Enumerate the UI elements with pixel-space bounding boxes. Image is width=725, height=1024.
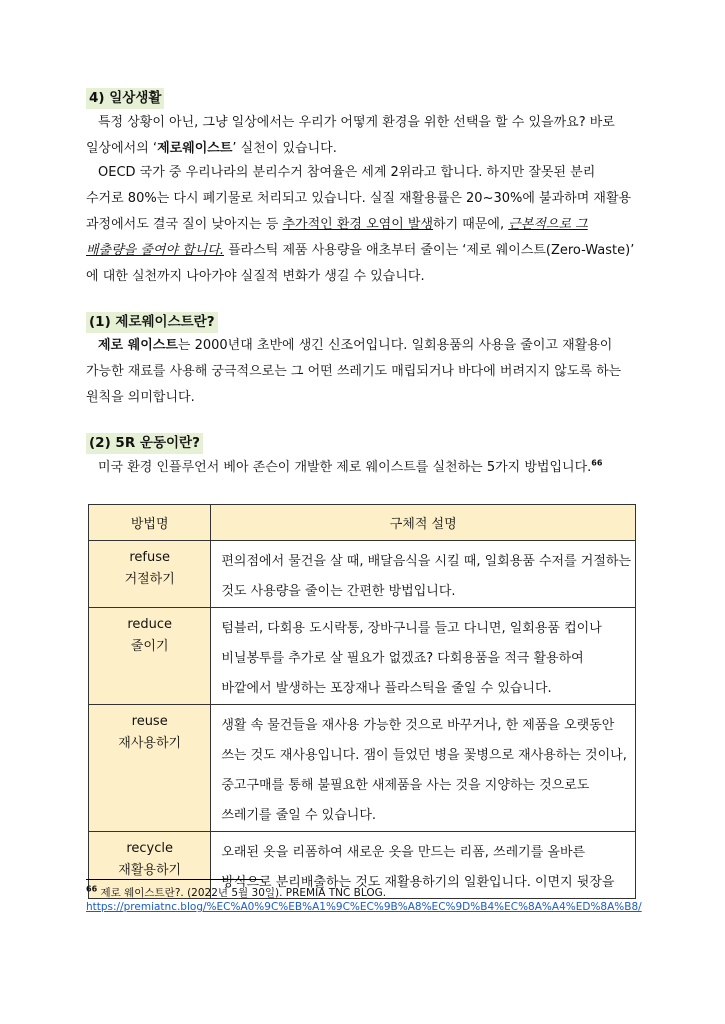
footnote: $^{66}$ 제로 웨이스트란?. (2022년 5월 30일). PREMIA TNC BLOG. https://premiatnc.blog/%EC%A0%9C%EB%A1%9C%EC%9B%A8%EC%9D%B4%EC%8A%A4%ED%8A%B8/ [86, 884, 642, 913]
table-header-row [89, 505, 636, 541]
table-row [89, 608, 636, 705]
subheading-zero-waste: (1) 제로웨이스트란? [86, 311, 218, 333]
section-heading-daily-life: 4) 일상생활 [86, 87, 164, 109]
footnote-link[interactable]: https://premiatnc.blog/%EC%A0%9C%EB%A1%9C%EC%9B%A8%EC%9D%B4%EC%8A%A4%ED%8A%B8/ [86, 901, 642, 913]
footnote-divider [86, 879, 262, 880]
header-description: 구체적 설명 [211, 505, 636, 541]
paragraph-recycling-stats: OECD 국가 중 우리나라의 분리수거 참여율은 세계 2위라고 합니다. 하지만 잘못된 분리 수거로 80%는 다시 폐기물로 처리되고 있습니다. 실질 재활용률은 20~30%에 불과하며 재활용 과정에서도 결국 질이 낮아지는 등 추가적인 환경 오염이 발생하기 때문에, 근본적으로 그 배출량을 줄여야 합니다. 플라스틱 제품 사용량을 애초부터 줄이는 ‘제로 웨이스트(Zero-Waste)’ 에 대한 실천까지 나아가야 실질적 변화가 생길 수 있습니다. [86, 165, 635, 284]
subheading-5r: (2) 5R 운동이란? [86, 432, 203, 454]
method-cell: recycle 재활용하기 [89, 832, 211, 899]
table-row [89, 541, 636, 608]
description-cell: 생활 속 물건들을 재사용 가능한 것으로 바꾸거나, 한 제품을 오랫동안 쓰는 것도 재사용입니다. 잼이 들었던 병을 꽃병으로 재사용하는 것이나, 중고구매를 통해 불필요한 새제품을 사는 것을 지양하는 것으로도 쓰레기를 줄일 수 있습니다. [211, 705, 636, 832]
description-cell: 오래된 옷을 리폼하여 새로운 옷을 만드는 리폼, 쓰레기를 올바른 방식으로 분리배출하는 것도 재활용하기의 일환입니다. 이면지 뒷장을 [211, 832, 636, 899]
description-cell: 텀블러, 다회용 도시락통, 장바구니를 들고 다니면, 일회용품 컵이나 비닐봉투를 추가로 살 필요가 없겠죠? 다회용품을 적극 활용하여 바깥에서 발생하는 포장재나 플라스틱을 줄일 수 있습니다. [211, 608, 636, 705]
description-cell: 편의점에서 물건을 살 때, 배달음식을 시킬 때, 일회용품 수저를 거절하는 것도 사용량을 줄이는 간편한 방법입니다. [211, 541, 636, 608]
method-cell: refuse 거절하기 [89, 541, 211, 608]
method-cell: reuse 재사용하기 [89, 705, 211, 832]
5r-table [88, 504, 636, 899]
footnote-ref[interactable]: 66 [591, 458, 603, 468]
header-method: 방법명 [89, 505, 211, 541]
method-cell: reduce 줄이기 [89, 608, 211, 705]
paragraph-zero-waste-definition: 제로 웨이스트는 2000년대 초반에 생긴 신조어입니다. 일회용품의 사용을 줄이고 재활용이 가능한 재료를 사용해 궁극적으로는 그 어떤 쓰레기도 매립되거나 바다에 버려지지 않도록 하는 원칙을 의미합니다. [86, 338, 622, 405]
paragraph-intro: 특정 상황이 아닌, 그냥 일상에서는 우리가 어떻게 환경을 위한 선택을 할 수 있을까요? 바로 일상에서의 ‘제로웨이스트’ 실천이 있습니다. [86, 115, 615, 156]
table-row [89, 705, 636, 832]
paragraph-5r-intro: 미국 환경 인플루언서 베아 존슨이 개발한 제로 웨이스트를 실천하는 5가지 방법입니다.$^{66}$ [98, 458, 603, 475]
